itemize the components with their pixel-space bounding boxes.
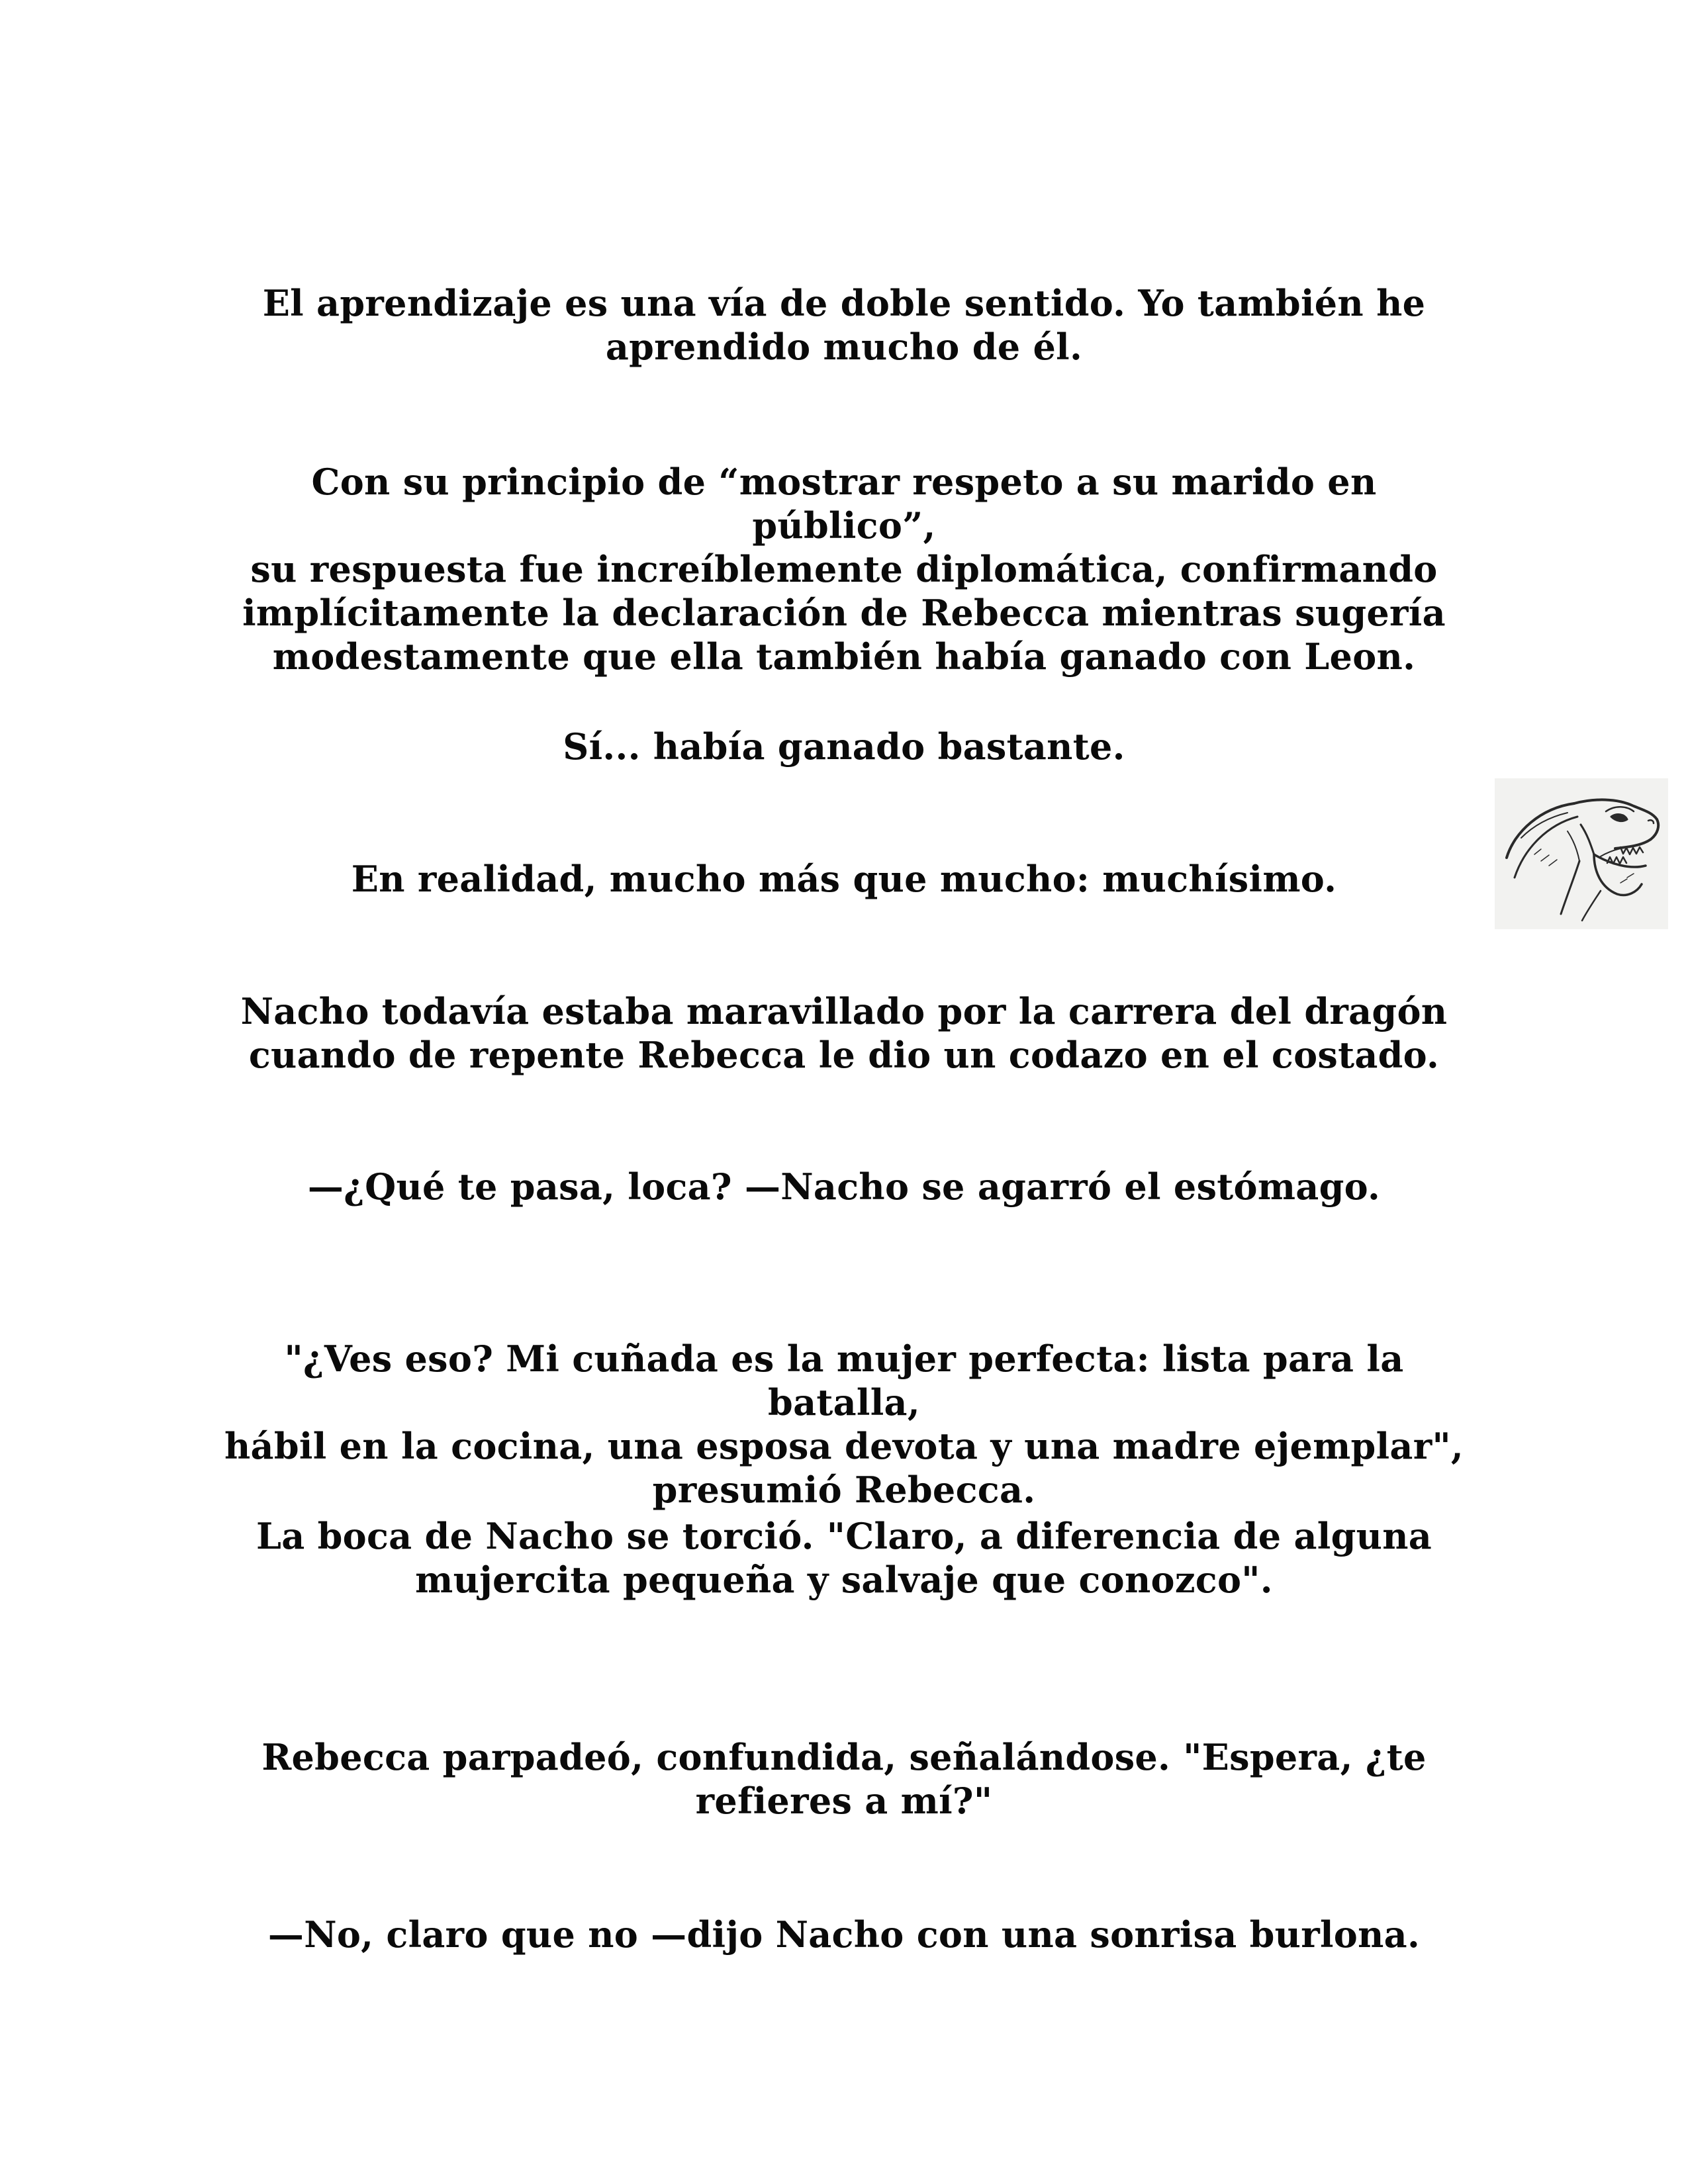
paragraph-6: —¿Qué te pasa, loca? —Nacho se agarró el estómago.	[307, 1165, 1381, 1208]
paragraph-7: "¿Ves eso? Mi cuñada es la mujer perfecta: lista para la batalla, hábil en la cocina, una esposa devota y una madre ejemplar", presumió Rebecca.	[224, 1338, 1464, 1511]
dinosaur-head-sketch-icon	[1495, 778, 1668, 929]
paragraph-1: El aprendizaje es una vía de doble sentido. Yo también he aprendido mucho de él.	[262, 282, 1426, 368]
paragraph-10: —No, claro que no —dijo Nacho con una sonrisa burlona.	[267, 1913, 1421, 1956]
paragraph-8: La boca de Nacho se torció. "Claro, a diferencia de alguna mujercita pequeña y salvaje que conozco".	[256, 1515, 1432, 1601]
paragraph-3: Sí... había ganado bastante.	[563, 725, 1125, 768]
paragraph-9: Rebecca parpadeó, confundida, señalándose. "Espera, ¿te refieres a mí?"	[261, 1736, 1427, 1822]
paragraph-2: Con su principio de “mostrar respeto a su marido en público”, su respuesta fue increíblemente diplomática, confirmando implícitamente la declaración de Rebecca mientras sugería modestamente que ella también había ganado con Leon.	[242, 461, 1446, 678]
paragraph-5: Nacho todavía estaba maravillado por la carrera del dragón cuando de repente Rebecca le dio un codazo en el costado.	[240, 990, 1448, 1076]
paragraph-4: En realidad, mucho más que mucho: muchísimo.	[351, 858, 1337, 900]
